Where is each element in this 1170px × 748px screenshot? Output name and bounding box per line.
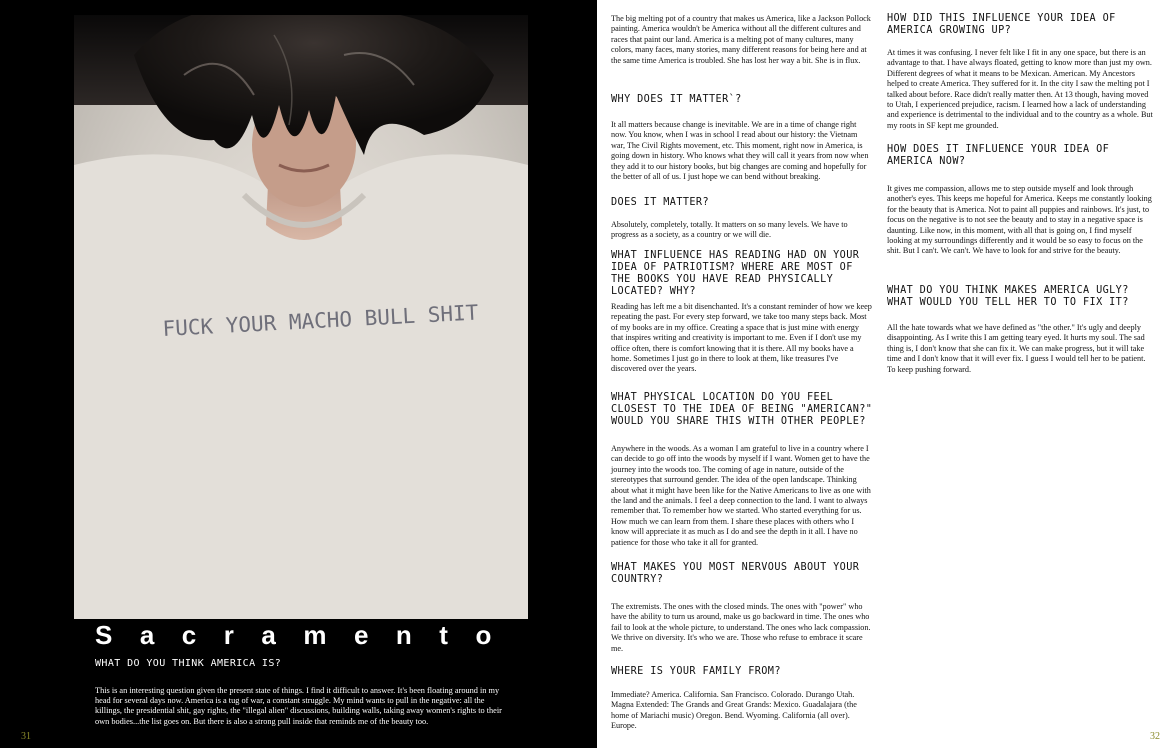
answer-paragraph: Reading has left me a bit disenchanted. It's a constant reminder of how we keep repeating the past. For every step forward, we take too many steps back. Most of my books are in my office. Creating a space that is just mine with energy that inspires writing and creativity is important to me. Even if I don't use my office often, there is comfort knowing that it is there. All my books have a home. Sometimes I just go in there to look at them, like treasures I've discovered over the years. [611, 302, 872, 374]
answer-paragraph: The extremists. The ones with the closed minds. The ones with "power" who have the ability to turn us around, make us go backward in time. The ones who fail to look at the whole picture, to understand. The ones who lack compassion. We thrive on diversity. It's who we are. Those who refuse to embrace it scare me. [611, 602, 871, 653]
intro-paragraph: The big melting pot of a country that makes us America, like a Jackson Pollock painting. America wouldn't be America without all the different cultures and races that paint our land. America is a melting pot of many cultures, many colors, many faces, many stories, many different reasons for being here and at the same time America is troubled. She has lost her way a bit. She is in flux. [611, 14, 871, 65]
answer-paragraph: It all matters because change is inevitable. We are in a time of change right now. You know, when I was in school I read about our history: the Vietnam war, The Civil Rights movement, etc. This moment, right now in America, is going down in history. Who knows what they will call it years from now when they add it to our history books, but big changes are coming and hopefully for the better of all of us. I just hope we can bend without breaking. [611, 120, 869, 182]
left-answer: This is an interesting question given the present state of things. I find it difficult to answer. It's been floating around in my head for several days now. America is a tug of war, a constant struggle. My mind wants to pull in the negative: all the killings, the presidential shit, gay rights, the "illegal alien" discussions, building walls, taking away women's rights to their own bodies...the list goes on. But there is also a strong pull inside that reminds me of the beauty too. [95, 686, 502, 726]
shirt-text: FUCK YOUR MACHO BULL SHIT [162, 300, 479, 341]
question-heading: HOW DOES IT INFLUENCE YOUR IDEA OF AMERICA NOW? [887, 144, 1110, 167]
left-question: WHAT DO YOU THINK AMERICA IS? [95, 658, 282, 669]
question-heading: DOES IT MATTER? [611, 197, 710, 208]
question-heading: WHY DOES IT MATTER`? [611, 94, 742, 105]
question-heading: WHAT INFLUENCE HAS READING HAD ON YOUR IDEA OF PATRIOTISM? WHERE ARE MOST OF THE BOOKS YOU HAVE READ PHYSICALLY LOCATED? WHY? [611, 250, 860, 297]
city-title: Sacramento [95, 620, 519, 650]
page-number-right: 32 [1150, 731, 1160, 742]
right-page [597, 0, 1170, 748]
portrait-photo [74, 15, 528, 619]
answer-paragraph: Immediate? America. California. San Francisco. Colorado. Durango Utah. Magna Extended: The Grands and Great Grands: Mexico. Guadalajara (the home of Mariachi music) Oregon. Bend. Wyoming. California (all over). Europe. [611, 690, 857, 731]
answer-paragraph: At times it was confusing. I never felt like I fit in any one space, but there is an advantage to that. I have always floated, getting to know more than just my own. Different degrees of what it means to be Mexican. American. My Ancestors helped to create America. They suffered for it. In the city I saw the melting pot I talked about before. Race didn't really matter then. At 13 though, having moved to Utah, I experienced prejudice, racism. I learned how a lack of understanding and experience is detrimental to the individual and to the country as a whole. But my roots in SF kept me grounded. [887, 48, 1153, 130]
answer-paragraph: Absolutely, completely, totally. It matters on so many levels. We have to progress as a society, as a country or we will die. [611, 220, 848, 240]
question-heading: WHAT PHYSICAL LOCATION DO YOU FEEL CLOSEST TO THE IDEA OF BEING "AMERICAN?" WOULD YOU SHARE THIS WITH OTHER PEOPLE? [611, 392, 873, 427]
answer-paragraph: All the hate towards what we have defined as "the other." It's ugly and deeply disappointing. As I write this I am getting teary eyed. It hurts my soul. The sad thing is, I don't know that she can fix it. We can make progress, but it will take time and I don't know that it will ever fix. I guess I would tell her to be patient. To keep pushing forward. [887, 323, 1146, 374]
question-heading: WHAT DO YOU THINK MAKES AMERICA UGLY? WHAT WOULD YOU TELL HER TO TO FIX IT? [887, 285, 1129, 308]
answer-paragraph: It gives me compassion, allows me to step outside myself and look through another's eyes. This keeps me hopeful for America. Keeps me constantly looking for the beauty that is America. Not to paint all puppies and rainbows. It's just, to focus on the negative is to not see the beauty and to stay in a negative space is daunting. Like now, in this moment, with all that is going on, I find myself looking at my surroundings differently and it would be so easy to focus on the shit. But I can't. We can't. We have to look for and strive for the beauty. [887, 184, 1152, 256]
question-heading: WHAT MAKES YOU MOST NERVOUS ABOUT YOUR COUNTRY? [611, 562, 860, 585]
question-heading: WHERE IS YOUR FAMILY FROM? [611, 666, 781, 677]
question-heading: HOW DID THIS INFLUENCE YOUR IDEA OF AMERICA GROWING UP? [887, 13, 1116, 36]
page-number-left: 31 [21, 731, 31, 742]
answer-paragraph: Anywhere in the woods. As a woman I am grateful to live in a country where I can decide to go off into the woods by myself if I want. Women get to have the journey into the woods too. The coming of age in nature, outside of the stereotypes that surround gender. The idea of the open landscape. Thinking about what it might have been like for the Native Americans to live as one with the land and the animals. I feel a deep connection to the land. I want to always remember that. To remember how we started. Who started everything for us. How much we can learn from them. I share these places with others who I know will appreciate it as much as I do and see the depth in it all. I have no patience for those who take it all for granted. [611, 444, 871, 547]
